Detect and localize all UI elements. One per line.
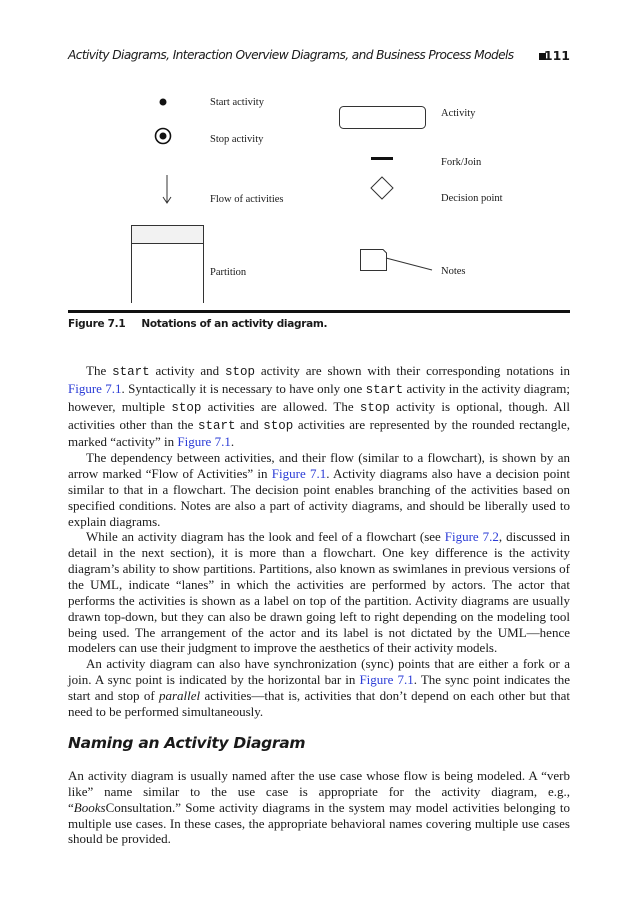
figure-link[interactable]: Figure 7.2 <box>444 529 499 545</box>
text-run: . The sync point indicates the start and stop of <box>68 672 570 703</box>
flow-arrow-icon <box>163 175 171 203</box>
paragraph <box>68 768 570 847</box>
decision-point-icon <box>371 177 393 199</box>
label-flow: Flow of activities <box>210 194 284 205</box>
partition-icon <box>132 226 204 304</box>
text-run: . <box>230 434 235 450</box>
code-term: start <box>365 382 404 397</box>
running-header: Activity Diagrams, Interaction Overview Diagrams, and Business Process Models <box>68 48 514 62</box>
label-decision-point: Decision point <box>441 193 503 204</box>
paragraph <box>68 450 570 529</box>
text-run: The dependency between activities, and their flow (similar to a flowchart), is shown by an arrow marked “Flow of Activities” in <box>68 450 570 482</box>
text-run: activities are allowed. The <box>201 398 360 414</box>
section-heading: Naming an Activity Diagram <box>68 734 306 752</box>
text-run: While an activity diagram has the look and feel of a flowchart (see <box>86 529 445 545</box>
label-start-activity: Start activity <box>210 97 264 108</box>
emphasis-text: Books <box>73 799 106 815</box>
text-run: and <box>235 416 264 432</box>
figure-rule <box>68 310 570 313</box>
text-run: . Syntactically it is necessary to have only one <box>121 380 366 396</box>
figure-caption <box>68 318 327 330</box>
label-activity: Activity <box>441 108 476 119</box>
code-term: stop <box>171 400 202 415</box>
text-run: activity are shown with their corresponding notations in <box>255 363 570 378</box>
text-run: , discussed in detail in the next section), it is more than a flowchart. One key difference is the activity diagram’s ability to show partitions. Partitions, also known as swimlanes in previous versions of the UML, indicate “lanes” in which the activities are performed by actors. The actor that performs the activities is shown as a label on top of the partition. Activity diagrams are usually drawn top-down, but they can also be drawn going left to right depending on the modeling tool being used. The arrangement of the actor and its label is not dictated by the UML—hence modelers can use their judgment to improve the aesthetics of their activity models. <box>68 529 570 656</box>
text-run: An activity diagram can also have synchronization (sync) points that are either a fork or a join. A sync point is indicated by the horizontal bar in <box>68 656 570 688</box>
activity-icon <box>340 107 426 129</box>
code-term: start <box>112 365 150 379</box>
emphasis-text: parallel <box>159 687 201 703</box>
paragraph <box>68 529 570 656</box>
label-stop-activity: Stop activity <box>210 134 264 145</box>
figure-link[interactable]: Figure 7.1 <box>271 466 327 482</box>
note-icon <box>361 250 433 271</box>
label-partition: Partition <box>210 267 247 278</box>
fork-join-icon <box>371 157 393 160</box>
code-term: stop <box>225 365 256 379</box>
figure-link[interactable]: Figure 7.1 <box>359 672 414 688</box>
activity-notation-figure <box>0 0 638 310</box>
section-body <box>68 768 570 847</box>
text-run: . Activity diagrams also have a decision point similar to that in a flowchart. The decision point enables branching of the activities based on specified conditions. Notes are also a part of activity diagrams, and should be liberally used to explain diagrams. <box>68 466 570 529</box>
text-run: An activity diagram is usually named after the use case whose flow is being modeled. A “verb like” name similar to the use case is appropriate for the activity diagram, e.g., “ <box>68 768 570 815</box>
text-run: activities—that is, activities that don’t depend on each other but that need to be performed simultaneously. <box>68 687 570 719</box>
text-run: activity and <box>149 363 226 378</box>
text-run: Consultation.” Some activity diagrams in the system may model activities belonging to multiple use cases. In these cases, the appropriate behavioral names covering multiple use cases should be provided. <box>68 799 570 847</box>
page-number: 111 <box>543 48 570 63</box>
start-activity-icon <box>160 99 167 106</box>
caption-text: Notations of an activity diagram. <box>141 318 328 330</box>
figure-link[interactable]: Figure 7.1 <box>177 434 231 450</box>
code-term: stop <box>263 418 294 433</box>
code-term: start <box>197 418 236 433</box>
text-run: activity is optional, though. All activities other than the <box>68 398 570 432</box>
figure-link[interactable]: Figure 7.1 <box>68 380 122 396</box>
label-notes: Notes <box>441 266 466 277</box>
code-term: stop <box>359 400 390 415</box>
text-run: The <box>86 363 113 378</box>
caption-number: Figure 7.1 <box>68 318 126 330</box>
text-run: activities are represented by the rounded rectangle, marked “activity” in <box>68 416 570 450</box>
paragraph <box>68 656 570 719</box>
body-text <box>68 363 570 720</box>
text-run: activity in the activity diagram; however, multiple <box>68 380 570 414</box>
paragraph <box>68 363 570 450</box>
label-fork-join: Fork/Join <box>441 157 482 168</box>
